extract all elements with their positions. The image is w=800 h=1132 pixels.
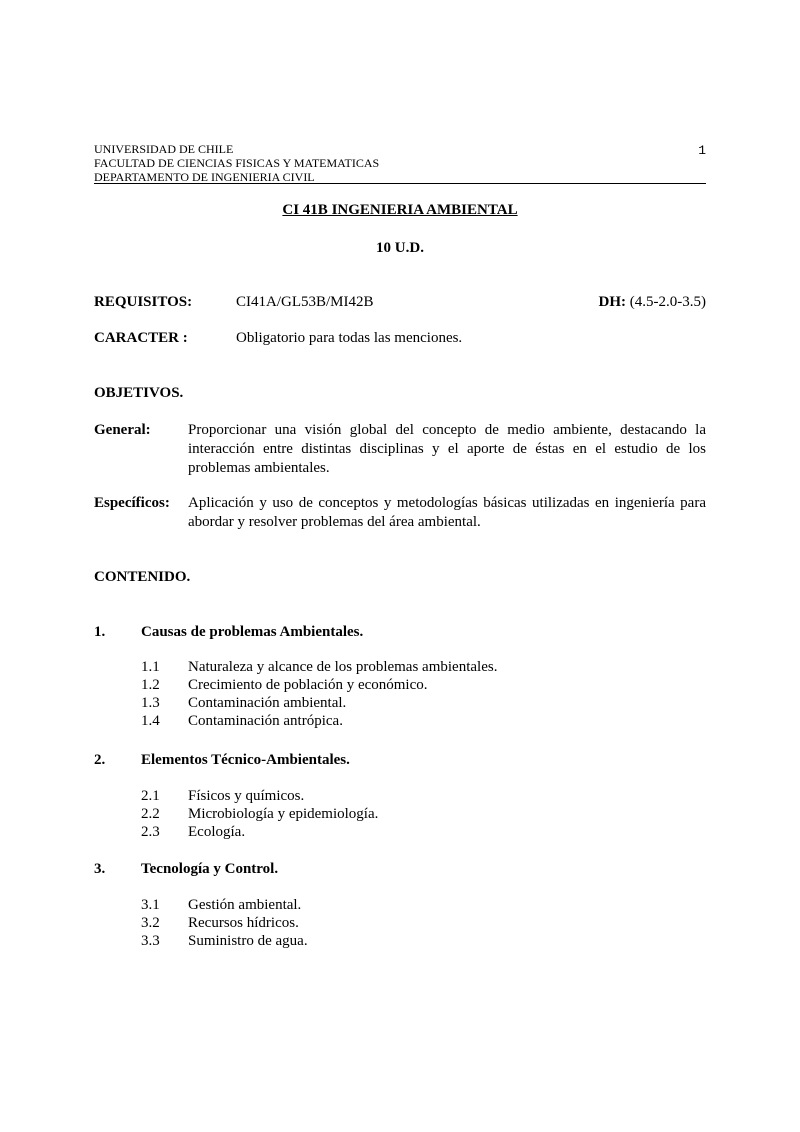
section-title: Causas de problemas Ambientales. [141, 624, 364, 640]
contents-heading: CONTENIDO. [94, 569, 191, 585]
list-item [94, 788, 706, 806]
item-text: Gestión ambiental. [188, 897, 302, 913]
section-2-items [94, 788, 706, 842]
header-rule [94, 183, 706, 184]
list-item [94, 695, 706, 713]
item-text: Físicos y químicos. [188, 788, 305, 804]
item-number: 3.3 [141, 933, 160, 949]
header-university: UNIVERSIDAD DE CHILE [94, 142, 234, 156]
item-number: 1.1 [141, 659, 160, 675]
list-item [94, 677, 706, 695]
list-item [94, 915, 706, 933]
item-text: Suministro de agua. [188, 933, 308, 949]
section-title: Tecnología y Control. [141, 861, 279, 877]
dh-field [599, 294, 706, 311]
general-label: General: [94, 422, 151, 438]
character-label: CARACTER : [94, 330, 188, 346]
item-number: 3.1 [141, 897, 160, 913]
section-title: Elementos Técnico-Ambientales. [141, 752, 350, 768]
item-number: 2.3 [141, 824, 160, 840]
section-1-items [94, 659, 706, 731]
course-units: 10 U.D. [376, 240, 424, 256]
item-number: 1.2 [141, 677, 160, 693]
list-item [94, 713, 706, 731]
item-number: 3.2 [141, 915, 160, 931]
general-text: Proporcionar una visión global del concepto de medio ambiente, destacando la interacción entre distintas disciplinas y el aporte de éstas en el estudio de los problemas ambientales. [188, 422, 706, 476]
item-text: Recursos hídricos. [188, 915, 299, 931]
page-number: 1 [698, 143, 706, 158]
list-item [94, 897, 706, 915]
character-value: Obligatorio para todas las menciones. [236, 330, 463, 346]
dh-value: (4.5-2.0-3.5) [629, 294, 706, 310]
list-item [94, 806, 706, 824]
header-faculty: FACULTAD DE CIENCIAS FISICAS Y MATEMATICAS [94, 156, 380, 170]
item-text: Contaminación antrópica. [188, 713, 343, 729]
item-text: Microbiología y epidemiología. [188, 806, 379, 822]
specific-label: Específicos: [94, 495, 170, 511]
list-item [94, 824, 706, 842]
course-title: CI 41B INGENIERIA AMBIENTAL [282, 202, 518, 218]
item-number: 1.4 [141, 713, 160, 729]
section-number: 1. [94, 624, 106, 640]
section-number: 3. [94, 861, 106, 877]
section-3-items [94, 897, 706, 951]
item-text: Crecimiento de población y económico. [188, 677, 428, 693]
list-item [94, 933, 706, 951]
item-number: 1.3 [141, 695, 160, 711]
item-text: Ecología. [188, 824, 246, 840]
item-number: 2.2 [141, 806, 160, 822]
item-number: 2.1 [141, 788, 160, 804]
objectives-heading: OBJETIVOS. [94, 385, 184, 401]
list-item [94, 659, 706, 677]
section-number: 2. [94, 752, 106, 768]
specific-text: Aplicación y uso de conceptos y metodologías básicas utilizadas en ingeniería para abordar y resolver problemas del área ambiental. [188, 495, 706, 530]
item-text: Contaminación ambiental. [188, 695, 347, 711]
header-department: DEPARTAMENTO DE INGENIERIA CIVIL [94, 170, 315, 184]
requirements-value: CI41A/GL53B/MI42B [236, 294, 374, 310]
item-text: Naturaleza y alcance de los problemas ambientales. [188, 659, 498, 675]
dh-label: DH: [598, 294, 627, 310]
institution-header [94, 142, 706, 184]
requirements-label: REQUISITOS: [94, 294, 193, 310]
